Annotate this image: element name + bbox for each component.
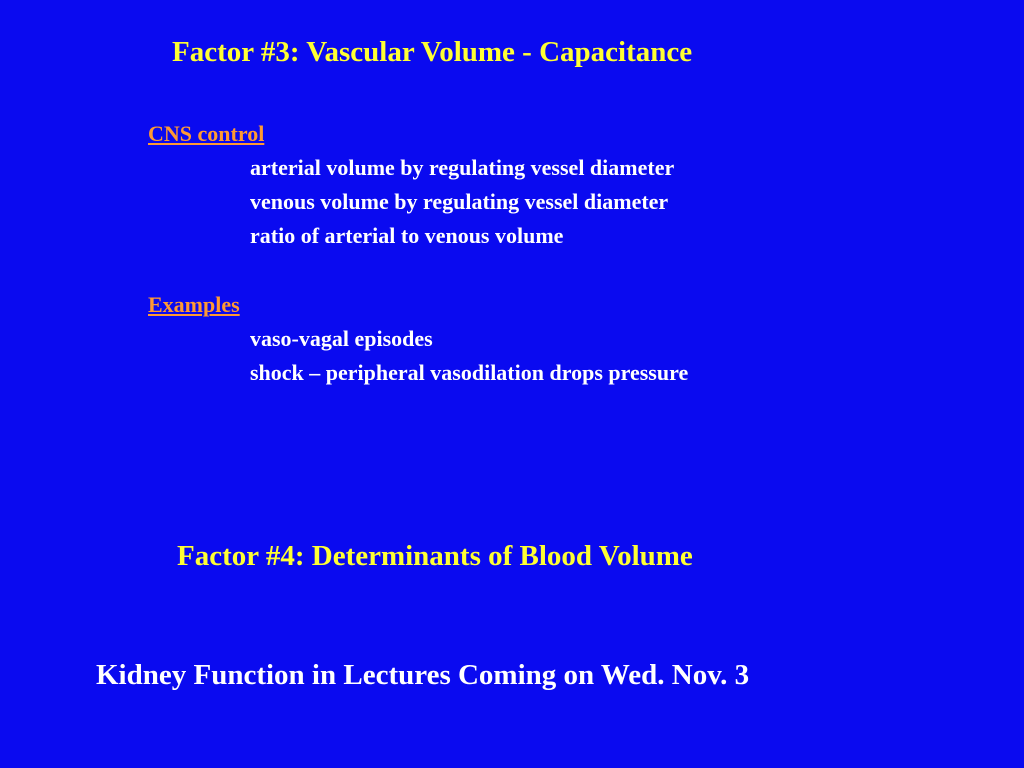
slide-title-factor-3: Factor #3: Vascular Volume - Capacitance — [172, 36, 693, 68]
footer-note: Kidney Function in Lectures Coming on Wed. Nov. 3 — [96, 659, 750, 691]
slide-title-factor-4: Factor #4: Determinants of Blood Volume — [177, 540, 693, 572]
list-item: ratio of arterial to venous volume — [250, 223, 564, 248]
section-heading-cns-control: CNS control — [148, 121, 265, 146]
list-item: arterial volume by regulating vessel diameter — [250, 155, 675, 180]
section-heading-examples: Examples — [148, 292, 240, 317]
list-item: shock – peripheral vasodilation drops pressure — [250, 360, 689, 385]
list-item: venous volume by regulating vessel diameter — [250, 189, 669, 214]
list-item: vaso-vagal episodes — [250, 326, 433, 351]
